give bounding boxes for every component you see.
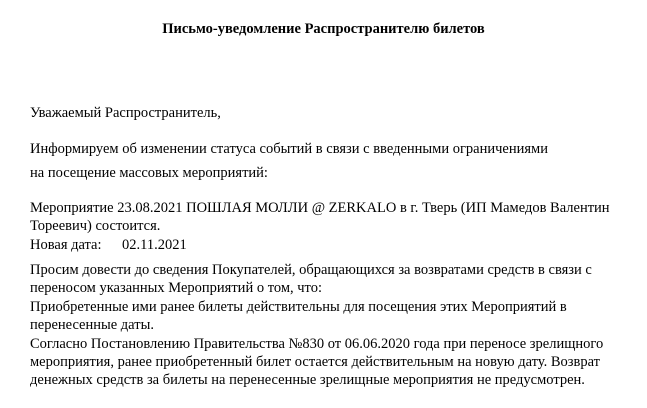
new-date-label: Новая дата: xyxy=(30,237,102,253)
request-paragraph: Просим довести до сведения Покупателей, обращающихся за возвратами средств в связи с переносом указанных Мероприятий о том, что: xyxy=(30,262,592,296)
intro-line-2: на посещение массовых мероприятий: xyxy=(30,165,268,181)
event-paragraph: Мероприятие 23.08.2021 ПОШЛАЯ МОЛЛИ @ ZERKALO в г. Тверь (ИП Мамедов Валентин Тореевич) состоится. xyxy=(30,200,610,234)
new-date-value: 02.11.2021 xyxy=(122,237,187,253)
new-date-row xyxy=(30,236,187,254)
intro-line-1: Информируем об изменении статуса событий в связи с введенными ограничениями xyxy=(30,141,548,157)
tickets-valid-paragraph: Приобретенные ими ранее билеты действительны для посещения этих Мероприятий в перенесенные даты. xyxy=(30,299,567,333)
greeting: Уважаемый Распространитель, xyxy=(30,105,221,121)
letter-title: Письмо-уведомление Распространителю билетов xyxy=(162,21,485,37)
decree-paragraph: Согласно Постановлению Правительства №830 от 06.06.2020 года при переносе зрелищного мероприятия, ранее приобретенный билет остается действительным на новую дату. Возврат денежных средств за билеты на перенесенные зрелищные мероприятия не предусмотрен. xyxy=(30,336,604,388)
